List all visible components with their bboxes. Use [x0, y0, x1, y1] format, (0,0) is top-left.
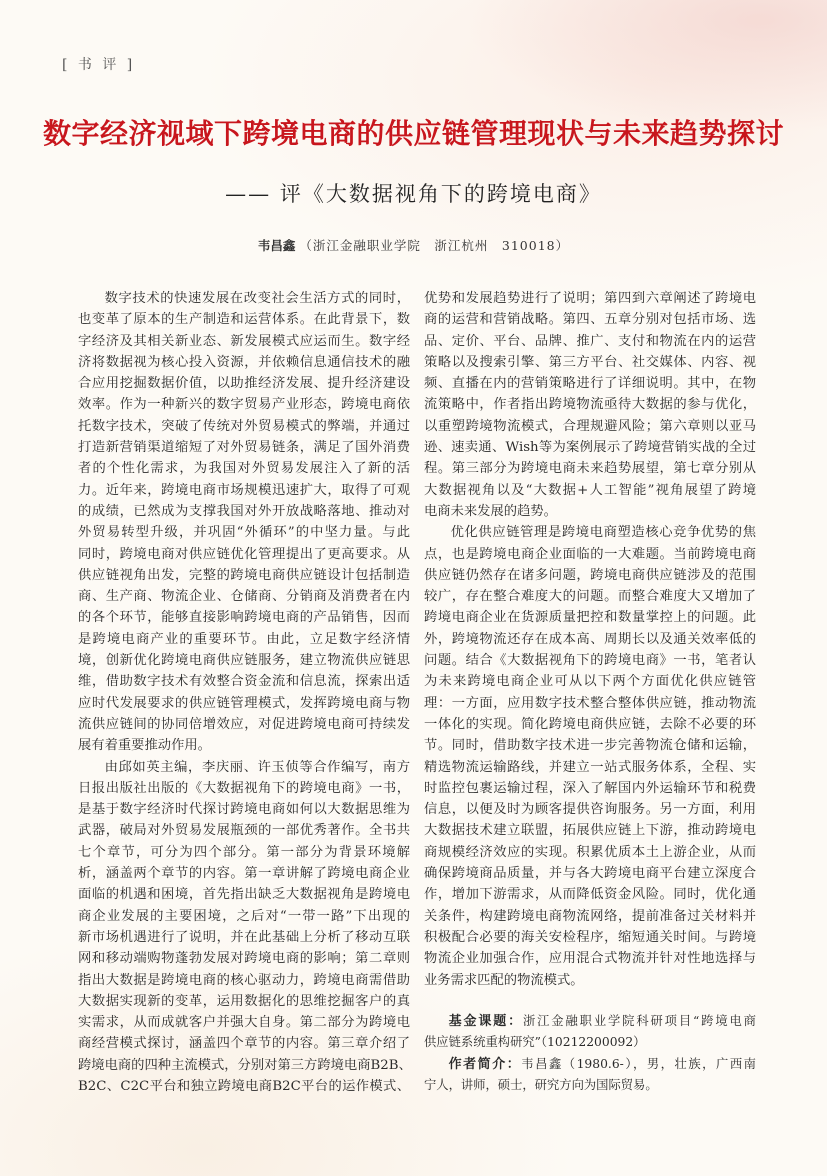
text-line: 商经营模式探讨，涵盖四个章节的内容。第三章介绍了: [78, 1036, 410, 1052]
author-line: [0, 236, 827, 254]
text-line: 作，增加下游需求，从而降低资金风险。同时，优化通: [424, 887, 756, 903]
article-subtitle: —— 评《大数据视角下的跨境电商》: [225, 182, 602, 206]
text-line: 时监控包裹运输过程，深入了解国内外运输环节和税费: [424, 780, 756, 796]
fund-note-cont: 供应链系统重构研究”（10212200092）: [424, 1035, 646, 1050]
section-tag: [ 书 评 ]: [62, 57, 136, 73]
body-column-left: [78, 288, 410, 1097]
text-line: 打造新营销渠道缩短了对外贸易链条，满足了国外消费: [78, 440, 410, 456]
text-line: 理：一方面，应用数字技术整合整体供应链，推动物流: [424, 695, 756, 711]
text-line: 精选物流运输路线，并建立一站式服务体系，全程、实: [424, 759, 756, 775]
text-line: 流策略中，作者指出跨境物流亟待大数据的参与优化，: [424, 397, 756, 413]
text-line: 同时，跨境电商对供应链优化管理提出了更高要求。从: [78, 546, 410, 562]
text-line: 节。同时，借助数字技术进一步完善物流仓储和运输，: [424, 738, 756, 754]
text-line: 一体化的实现。简化跨境电商供应链，去除不必要的环: [424, 716, 756, 732]
text-line: 面临的机遇和困境，首先指出缺乏大数据视角是跨境电: [78, 887, 410, 903]
text-line: 业务需求匹配的物流模式。: [424, 972, 584, 988]
text-line: 跨境电商的四种主流模式，分别对第三方跨境电商B2B、: [78, 1057, 412, 1073]
author-name: 韦昌鑫: [257, 238, 296, 253]
text-line: 境，创新优化跨境电商供应链服务，建立物流供应链思: [78, 653, 410, 669]
text-line: 武器，破局对外贸易发展瓶颈的一部优秀著作。全书共: [78, 823, 410, 839]
text-line: B2C、C2C平台和独立跨境电商B2C平台的运作模式、: [78, 1078, 410, 1094]
text-line: 商规模经济效应的实现。积累优质本土上游企业，从而: [424, 844, 756, 860]
article-title: 数字经济视域下跨境电商的供应链管理现状与未来趋势探讨: [42, 117, 784, 150]
text-line: 新市场机遇进行了说明，并在此基础上分析了移动互联: [78, 929, 410, 945]
text-line: 的成绩，已然成为支撑我国对外开放战略落地、推动对: [78, 503, 410, 519]
text-line: 较广，存在整合难度大的问题。而整合难度大又增加了: [424, 589, 756, 605]
article-notes: [424, 1011, 756, 1096]
text-line: 关条件，构建跨境电商物流网络，提前准备过关材料并: [424, 908, 756, 924]
text-line: 外贸易转型升级，并巩固“外循环”的中坚力量。与此: [78, 525, 410, 541]
text-line: 点，也是跨境电商企业面临的一大难题。当前跨境电商: [424, 546, 756, 562]
text-line: 合应用挖掘数据价值，以助推经济发展、提升经济建设: [78, 376, 410, 392]
text-line: 网和移动端购物蓬勃发展对跨境电商的影响；第二章则: [78, 951, 410, 967]
text-line: 商、生产商、物流企业、仓储商、分销商及消费者在内: [78, 589, 410, 605]
bio-text: 韦昌鑫（1980.6-），男，壮族，广西南: [521, 1056, 756, 1071]
text-line: 日报出版社出版的《大数据视角下的跨境电商》一书，: [78, 780, 410, 796]
text-line: 效率。作为一种新兴的数字贸易产业形态，跨境电商依: [78, 397, 410, 413]
text-line: 字经济及其相关新业态、新发展模式应运而生。数字经: [78, 333, 410, 349]
text-line: 为未来跨境电商企业可从以下两个方面优化供应链管: [424, 674, 756, 690]
text-line: 信息，以便及时为顾客提供咨询服务。另一方面，利用: [424, 802, 756, 818]
text-line: 策略以及搜索引擎、第三方平台、社交媒体、内容、视: [424, 354, 756, 370]
text-line: 托数字技术，突破了传统对外贸易模式的弊端，并通过: [78, 418, 410, 434]
author-bio: [424, 1054, 756, 1075]
text-line: 者的个性化需求，为我国对外贸易发展注入了新的活: [78, 461, 410, 477]
text-line: 维，借助数字技术有效整合资金流和信息流，探索出适: [78, 674, 410, 690]
text-line: 大数据视角以及“大数据+人工智能”视角展望了跨境: [424, 482, 756, 498]
text-line: 由邱如英主编，李庆丽、许玉侦等合作编写，南方: [104, 759, 410, 775]
text-line: 频、直播在内的营销策略进行了详细说明。其中，在物: [424, 376, 756, 392]
text-line: 积极配合必要的海关安检程序，缩短通关时间。与跨境: [424, 929, 756, 945]
text-line: 商企业发展的主要困境，之后对“一带一路”下出现的: [78, 908, 410, 924]
text-line: 析，涵盖两个章节的内容。第一章讲解了跨境电商企业: [78, 866, 410, 882]
text-line: 商的运营和营销战略。第四、五章分别对包括市场、选: [424, 312, 756, 328]
text-line: 物流企业加强合作，应用混合式物流并针对性地选择与: [424, 951, 756, 967]
text-line: 大数据实现新的变革，运用数据化的思维挖掘客户的真: [78, 993, 410, 1009]
text-line: 七个章节，可分为四个部分。第一部分为背景环境解: [78, 844, 410, 860]
text-line: 济将数据视为核心投入资源，并依赖信息通信技术的融: [78, 354, 410, 370]
paragraph: [424, 522, 756, 991]
text-line: 确保跨境商品质量，并与各大跨境电商平台建立深度合: [424, 866, 756, 882]
text-line: 品、定价、平台、品牌、推广、支付和物流在内的运营: [424, 333, 756, 349]
text-line: 的各个环节，能够直接影响跨境电商的产品销售，因而: [78, 610, 410, 626]
author-affiliation: （浙江金融职业学院 浙江杭州 310018）: [299, 238, 570, 253]
text-line: 力。近年来，跨境电商市场规模迅速扩大，取得了可观: [78, 482, 410, 498]
bio-label: 作者简介：: [448, 1056, 522, 1072]
author-bio-cont: 宁人，讲师，硕士，研究方向为国际贸易。: [424, 1077, 658, 1092]
text-line: 是跨境电商产业的重要环节。由此，立足数字经济情: [78, 631, 410, 647]
text-line: 以重塑跨境物流模式，合理规避风险；第六章则以亚马: [424, 418, 756, 434]
fund-text: 浙江金融职业学院科研项目“跨境电商: [522, 1014, 756, 1028]
text-line: 应时代发展要求的供应链管理模式，发挥跨境电商与物: [78, 695, 410, 711]
text-line: 电商未来发展的趋势。: [424, 503, 557, 519]
text-line: 大数据技术建立联盟，拓展供应链上下游，推动跨境电: [424, 823, 756, 839]
text-line: 跨境电商企业在货源质量把控和数量掌控上的问题。此: [424, 610, 756, 626]
text-line: 流供应链间的协同倍增效应，对促进跨境电商可持续发: [78, 716, 410, 732]
paragraph: [78, 288, 410, 757]
fund-label: 基金课题：: [448, 1014, 523, 1029]
text-line: 逊、速卖通、Wish等为案例展示了跨境营销实战的全过: [424, 440, 756, 456]
text-line: 数字技术的快速发展在改变社会生活方式的同时，: [104, 291, 410, 306]
text-line: 程。第三部分为跨境电商未来趋势展望，第七章分别从: [424, 461, 756, 477]
text-line: 实需求，从而成就客户并强大自身。第二部分为跨境电: [78, 1015, 410, 1031]
text-line: 优势和发展趋势进行了说明；第四到六章阐述了跨境电: [424, 291, 756, 306]
text-line: 指出大数据是跨境电商的核心驱动力，跨境电商需借助: [78, 972, 410, 988]
text-line: 优化供应链管理是跨境电商塑造核心竞争优势的焦: [450, 525, 756, 541]
text-line: 供应链仍然存在诸多问题，跨境电商供应链涉及的范围: [424, 567, 756, 583]
paragraph: [424, 288, 756, 522]
text-line: 展有着重要推动作用。: [78, 738, 211, 754]
text-line: 也变革了原本的生产制造和运营体系。在此背景下，数: [78, 312, 410, 328]
fund-note: [424, 1011, 756, 1032]
text-line: 是基于数字经济时代探讨跨境电商如何以大数据思维为: [78, 802, 410, 818]
body-column-right: [424, 288, 756, 991]
paragraph: [78, 757, 410, 1098]
text-line: 供应链视角出发，完整的跨境电商供应链设计包括制造: [78, 567, 410, 583]
text-line: 问题。结合《大数据视角下的跨境电商》一书，笔者认: [424, 653, 756, 669]
text-line: 外，跨境物流还存在成本高、周期长以及通关效率低的: [424, 631, 756, 647]
